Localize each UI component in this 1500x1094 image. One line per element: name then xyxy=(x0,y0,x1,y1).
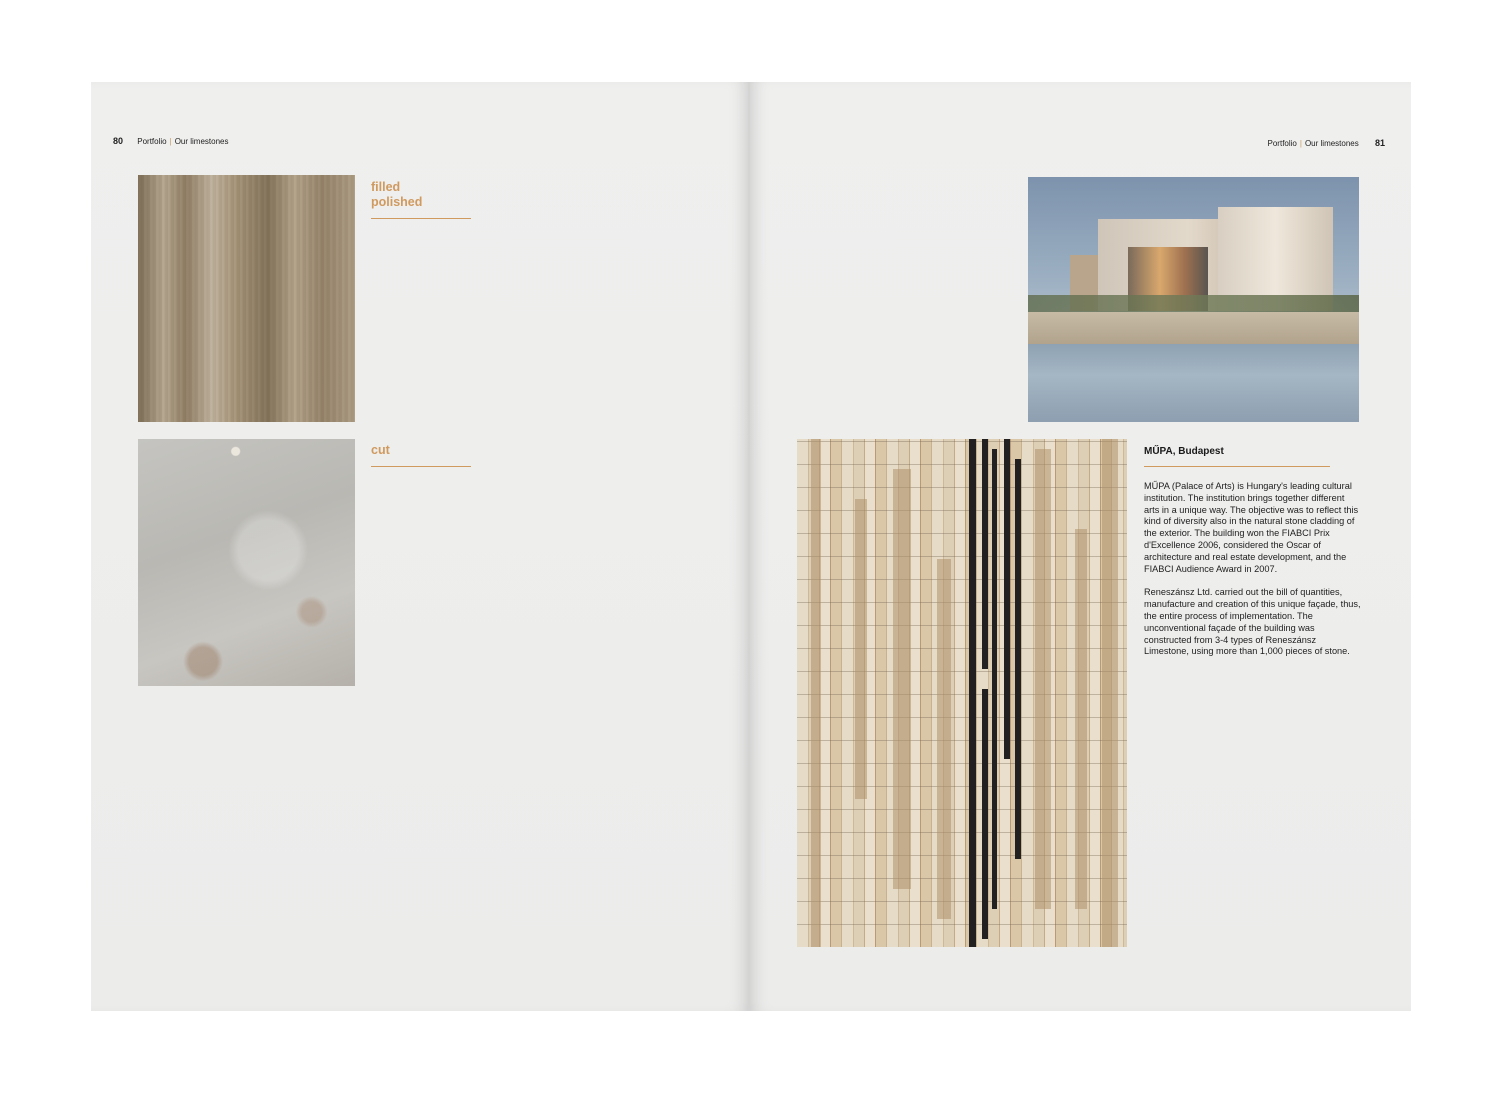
dark-stone-strip xyxy=(982,439,988,669)
project-title: MŰPA, Budapest xyxy=(1144,446,1330,467)
running-head-left xyxy=(113,136,228,146)
swatch-label-line1: cut xyxy=(371,443,390,457)
section-label-right: Portfolio xyxy=(1267,139,1297,148)
dark-stone-strip xyxy=(992,449,997,909)
page-number-right: 81 xyxy=(1374,138,1385,148)
separator: | xyxy=(169,137,172,146)
swatch-label-line2: polished xyxy=(371,195,423,209)
section-label-left: Portfolio xyxy=(137,137,167,146)
stone-strip xyxy=(811,439,821,947)
dark-stone-strip xyxy=(969,439,976,947)
project-description xyxy=(1144,481,1362,670)
subsection-label-left: Our limestones xyxy=(174,137,229,146)
book-spine xyxy=(748,82,750,1011)
description-paragraph: MŰPA (Palace of Arts) is Hungary's leading cultural institution. The institution brings together different arts in a unique way. The objective was to reflect this kind of diversity also in the natural stone cladding of the exterior. The building won the FIABCI Prix d'Excellence 2006, considered the Oscar of architecture and real estate development, and the FIABCI Audience Award in 2007. xyxy=(1144,481,1359,574)
dark-stone-strip xyxy=(982,689,988,939)
swatch-label-line1: filled xyxy=(371,180,401,194)
subsection-label-right: Our limestones xyxy=(1304,139,1359,148)
swatch-label-cut xyxy=(371,443,471,467)
limestone-swatch-cut xyxy=(138,439,355,686)
stone-strip xyxy=(1102,439,1118,947)
facade-detail-photo xyxy=(797,439,1127,947)
stone-strip xyxy=(1035,449,1051,909)
swatch-label-polished xyxy=(371,180,471,219)
description-paragraph: Reneszánsz Ltd. carried out the bill of quantities, manufacture and creation of this unique façade, thus, the entire process of implementation. The unconventional façade of the building was constructed from 3-4 types of Reneszánsz Limestone, using more than 1,000 pieces of stone. xyxy=(1144,587,1361,657)
building-photo xyxy=(1028,177,1359,422)
river-water xyxy=(1028,344,1359,422)
embankment-wall xyxy=(1028,312,1359,344)
dark-stone-strip xyxy=(1015,459,1021,859)
dark-stone-strip xyxy=(1004,439,1010,759)
tree-line xyxy=(1028,295,1359,313)
stone-strip xyxy=(855,499,867,799)
stone-strip xyxy=(893,469,911,889)
stone-strip xyxy=(937,559,951,919)
separator: | xyxy=(1299,139,1302,148)
stone-strip xyxy=(1075,529,1087,909)
limestone-swatch-polished xyxy=(138,175,355,422)
page-number-left: 80 xyxy=(113,136,124,146)
running-head-right xyxy=(1268,138,1385,148)
